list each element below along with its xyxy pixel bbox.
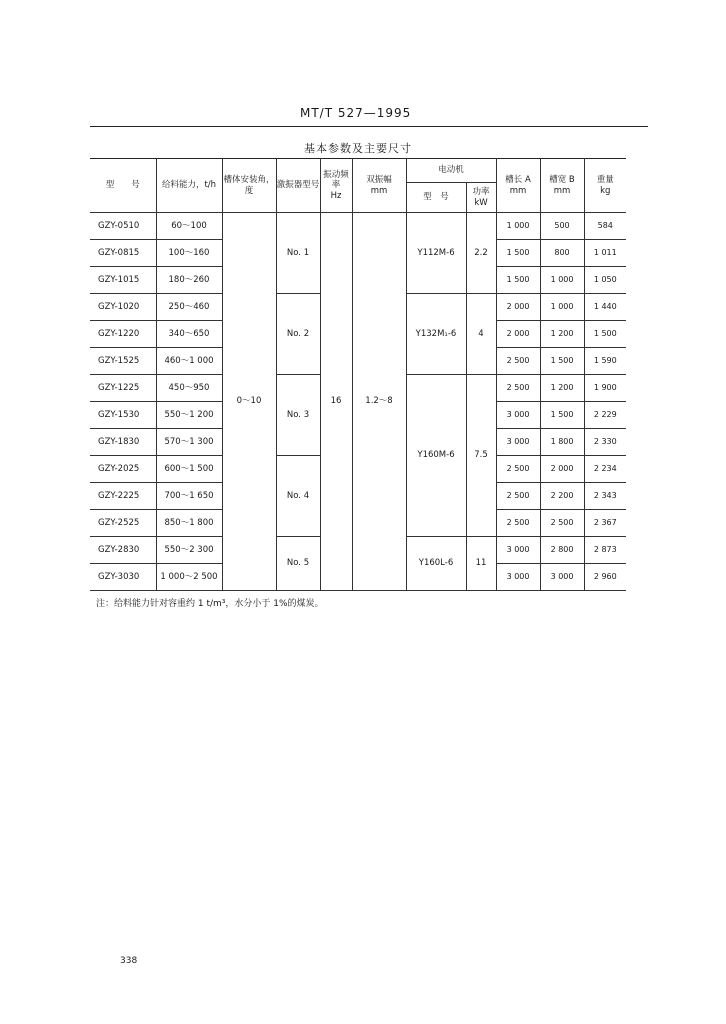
cell-length: 2 500 <box>496 456 540 483</box>
cell-capacity: 550～1 200 <box>156 402 222 429</box>
cell-exciter-model: No. 5 <box>276 537 320 591</box>
cell-model: GZY-1530 <box>90 402 156 429</box>
cell-width: 1 200 <box>540 321 584 348</box>
header-width-label: 槽宽 B <box>549 174 575 185</box>
cell-weight: 2 330 <box>584 429 626 456</box>
cell-motor-power: 11 <box>466 537 496 591</box>
cell-weight: 2 234 <box>584 456 626 483</box>
cell-weight: 2 960 <box>584 564 626 591</box>
cell-length: 1 000 <box>496 213 540 240</box>
cell-length: 2 500 <box>496 483 540 510</box>
parameters-table <box>90 158 626 591</box>
cell-weight: 1 900 <box>584 375 626 402</box>
header-motor-power <box>466 183 496 213</box>
cell-motor-power: 4 <box>466 294 496 375</box>
cell-weight: 1 011 <box>584 240 626 267</box>
cell-capacity: 250～460 <box>156 294 222 321</box>
header-model: 型 号 <box>90 159 156 213</box>
cell-capacity: 100～160 <box>156 240 222 267</box>
header-capacity: 给料能力，t/h <box>156 159 222 213</box>
header-vib-freq <box>320 159 352 213</box>
cell-model: GZY-0815 <box>90 240 156 267</box>
header-vib-freq-label: 振动频率 <box>323 169 349 191</box>
header-width-unit: mm <box>553 185 571 196</box>
cell-weight: 1 440 <box>584 294 626 321</box>
cell-width: 1 500 <box>540 348 584 375</box>
header-motor-model: 型 号 <box>406 183 466 213</box>
cell-width: 2 200 <box>540 483 584 510</box>
cell-weight: 2 873 <box>584 537 626 564</box>
cell-weight: 2 367 <box>584 510 626 537</box>
cell-install-angle: 0～10 <box>222 213 276 591</box>
cell-width: 2 000 <box>540 456 584 483</box>
cell-model: GZY-2225 <box>90 483 156 510</box>
cell-capacity: 600～1 500 <box>156 456 222 483</box>
cell-model: GZY-2025 <box>90 456 156 483</box>
cell-exciter-model: No. 2 <box>276 294 320 375</box>
cell-length: 3 000 <box>496 402 540 429</box>
table-note: 注：给料能力针对容重约 1 t/m³，水分小于 1%的煤炭。 <box>96 599 324 609</box>
cell-motor-model: Y112M-6 <box>406 213 466 294</box>
header-rule <box>90 126 648 127</box>
cell-width: 800 <box>540 240 584 267</box>
cell-model: GZY-2830 <box>90 537 156 564</box>
table-title: 基本参数及主要尺寸 <box>304 142 412 155</box>
cell-width: 500 <box>540 213 584 240</box>
header-vib-freq-unit: Hz <box>330 190 342 201</box>
cell-motor-model: Y160L-6 <box>406 537 466 591</box>
cell-length: 3 000 <box>496 564 540 591</box>
cell-width: 1 000 <box>540 267 584 294</box>
cell-capacity: 550～2 300 <box>156 537 222 564</box>
cell-model: GZY-1830 <box>90 429 156 456</box>
cell-length: 1 500 <box>496 240 540 267</box>
cell-capacity: 850～1 800 <box>156 510 222 537</box>
cell-capacity: 1 000～2 500 <box>156 564 222 591</box>
cell-length: 3 000 <box>496 429 540 456</box>
cell-model: GZY-1020 <box>90 294 156 321</box>
cell-exciter-model: No. 1 <box>276 213 320 294</box>
cell-capacity: 700～1 650 <box>156 483 222 510</box>
cell-exciter-model: No. 4 <box>276 456 320 537</box>
cell-width: 2 500 <box>540 510 584 537</box>
cell-weight: 1 500 <box>584 321 626 348</box>
header-amplitude <box>352 159 406 213</box>
header-weight-label: 重量 <box>596 174 614 185</box>
cell-weight: 1 050 <box>584 267 626 294</box>
cell-motor-power: 2.2 <box>466 213 496 294</box>
header-motor: 电动机 <box>406 159 496 183</box>
cell-capacity: 60～100 <box>156 213 222 240</box>
header-width <box>540 159 584 213</box>
document-code: MT/T 527—1995 <box>300 106 412 120</box>
cell-amplitude: 1.2～8 <box>352 213 406 591</box>
header-motor-power-label: 功率 <box>472 186 490 197</box>
cell-model: GZY-0510 <box>90 213 156 240</box>
cell-width: 2 800 <box>540 537 584 564</box>
cell-weight: 2 343 <box>584 483 626 510</box>
cell-width: 1 500 <box>540 402 584 429</box>
cell-model: GZY-1525 <box>90 348 156 375</box>
cell-motor-model: Y160M-6 <box>406 375 466 537</box>
header-amplitude-label: 双振幅 <box>366 174 392 185</box>
header-length-unit: mm <box>509 185 527 196</box>
cell-capacity: 340～650 <box>156 321 222 348</box>
header-row-1 <box>90 159 626 183</box>
cell-length: 2 500 <box>496 510 540 537</box>
header-length <box>496 159 540 213</box>
cell-motor-power: 7.5 <box>466 375 496 537</box>
cell-capacity: 570～1 300 <box>156 429 222 456</box>
cell-length: 2 500 <box>496 375 540 402</box>
cell-length: 2 000 <box>496 294 540 321</box>
cell-length: 3 000 <box>496 537 540 564</box>
cell-width: 3 000 <box>540 564 584 591</box>
cell-capacity: 450～950 <box>156 375 222 402</box>
header-length-label: 槽长 A <box>505 174 531 185</box>
cell-width: 1 200 <box>540 375 584 402</box>
cell-length: 2 000 <box>496 321 540 348</box>
header-amplitude-unit: mm <box>370 185 388 196</box>
cell-capacity: 460～1 000 <box>156 348 222 375</box>
cell-model: GZY-2525 <box>90 510 156 537</box>
header-install-angle: 槽体安装角，度 <box>222 159 276 213</box>
cell-capacity: 180～260 <box>156 267 222 294</box>
cell-weight: 1 590 <box>584 348 626 375</box>
cell-vib-freq: 16 <box>320 213 352 591</box>
cell-model: GZY-1225 <box>90 375 156 402</box>
cell-width: 1 800 <box>540 429 584 456</box>
cell-width: 1 000 <box>540 294 584 321</box>
header-exciter-model: 激振器型号 <box>276 159 320 213</box>
cell-model: GZY-1220 <box>90 321 156 348</box>
header-weight-unit: kg <box>600 185 611 196</box>
header-motor-power-unit: kW <box>474 197 488 208</box>
page-number: 338 <box>120 956 138 966</box>
cell-weight: 584 <box>584 213 626 240</box>
cell-exciter-model: No. 3 <box>276 375 320 456</box>
cell-weight: 2 229 <box>584 402 626 429</box>
cell-motor-model: Y132M₁-6 <box>406 294 466 375</box>
cell-length: 2 500 <box>496 348 540 375</box>
header-weight <box>584 159 626 213</box>
cell-model: GZY-1015 <box>90 267 156 294</box>
cell-model: GZY-3030 <box>90 564 156 591</box>
cell-length: 1 500 <box>496 267 540 294</box>
table-row <box>90 213 626 240</box>
